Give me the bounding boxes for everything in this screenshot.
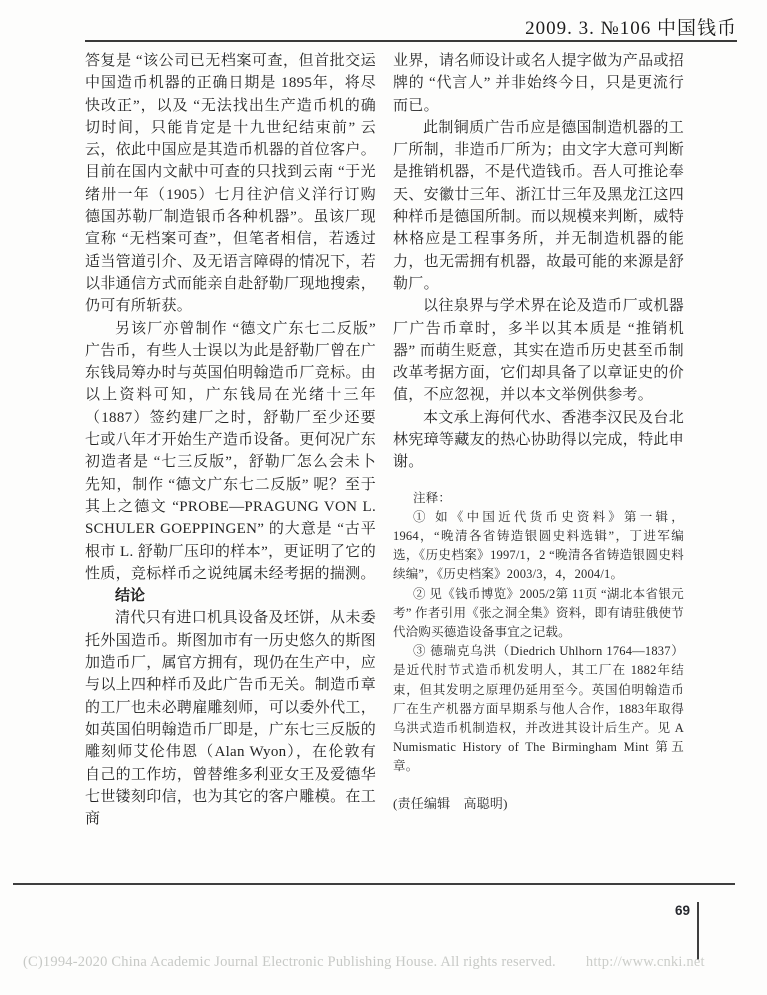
conclusion-heading: 结论: [115, 588, 146, 605]
footnotes-label: 注释：: [413, 490, 452, 505]
page-number: 69: [674, 903, 690, 918]
cnki-watermark: [23, 954, 747, 971]
footnote-item: ② 见《钱币博览》2005/2第 11页 “湖北本省银元考” 作者引用《张之洞全集》资料，即有请驻俄使节代洽购买德造设备事宜之记载。: [393, 586, 684, 640]
paragraph: 本文承上海何代水、香港李汉民及台北林宪璋等藏友的热心协助得以完成，特此申谢。: [393, 409, 684, 471]
header-rule: [85, 40, 737, 42]
footnote-item: ③ 德瑞克乌洪（Diedrich Uhlhorn 1764—1837）是近代肘节式造币机发明人，其工厂在 1882年结束，但其发明之原理仍延用至今。英国伯明翰造币厂在生产机器方面早期系与他人合作，1883年取得乌洪式造币机制造权，并改进其设计后生产。见 A Numismatic History of The Birmingham Mint 第五章。: [393, 644, 684, 774]
paragraph: 另该厂亦曾制作 “德文广东七二反版” 广告币，有些人士误以为此是舒勒厂曾在广东钱局筹办时与英国伯明翰造币厂竞标。由以上资料可知，广东钱局在光绪十三年（1887）签约建厂之时，舒勒厂至少还要七或八年才开始生产造币设备。更何况广东初造者是 “七三反版”，舒勒厂怎么会未卜先知，制作 “德文广东七二反版” 呢？至于其上之德文 “PROBE—PRAGUNG VON L. SCHULER GOEPPINGEN” 的大意是 “古平根市 L. 舒勒厂压印的样本”，更证明了它的性质，竞标样币之说纯属未经考据的揣测。: [85, 320, 376, 582]
footnote-item: ① 如《中国近代货币史资料》第一辑，1964，“晚清各省铸造银圆史料选辑”，丁进军编选，《历史档案》1997/1，2 “晚清各省铸造银圆史料续编”，《历史档案》2003/3，4，2004/1。: [393, 509, 684, 582]
bottom-rule: [13, 883, 735, 885]
cnki-url: http://www.cnki.net: [585, 954, 705, 970]
journal-header: 2009. 3. №106 中国钱币: [525, 18, 737, 39]
responsible-editor-line: (责任编辑 高聪明): [393, 795, 508, 811]
paragraph: 以往泉界与学术界在论及造币厂或机器厂广告币章时，多半以其本质是 “推销机器” 而萌生贬意，其实在造币历史甚至币制改革考据方面，它们却具备了以章证史的价值，不应忽视，并以本文举例供参考。: [393, 298, 684, 404]
copyright-text: (C)1994-2020 China Academic Journal Electronic Publishing House. All rights reserved.: [23, 954, 556, 970]
paragraph: 答复是 “该公司已无档案可查，但首批交运中国造币机器的正确日期是 1895年，将尽快改正”，以及 “无法找出生产造币机的确切时间，只能肯定是十九世纪结束前” 云云，依此中国应是其造币机器的首位客户。目前在国内文献中可查的只找到云南 “于光绪卅一年（1905）七月往沪信义洋行订购德国苏勒厂制造银币各种机器”。虽该厂现宣称 “无档案可查”，但笔者相信，若透过适当管道引介、及无语言障碍的情况下，若以非通信方式而能亲自赴舒勒厂现地搜索，仍可有所斩获。: [85, 53, 376, 315]
article-body: [85, 50, 684, 830]
left-column: [85, 50, 376, 830]
paragraph: 此制铜质广告币应是德国制造机器的工厂所制，非造币厂所为；由文字大意可判断是推销机器，不是代造钱币。吾人可推论奉天、安徽廿三年、浙江廿三年及黑龙江这四种样币是德国所制。而以规模来判断，威特林格应是工程事务所，并无制造机器的能力，也无需拥有机器，故最可能的来源是舒勒厂。: [393, 119, 684, 292]
paragraph: 业界，请名师设计或名人提字做为产品或招牌的 “代言人” 并非始终今日，只是更流行而已。: [393, 53, 684, 114]
paragraph: 清代只有进口机具设备及坯饼，从未委托外国造币。斯图加市有一历史悠久的斯图加造币厂，属官方拥有，现仍在生产中，应与以上四种样币及此广告币无关。制造币章的工厂也未必聘雇雕刻师，可以委外代工，如英国伯明翰造币厂即是，广东七三反版的雕刻师艾伦伟恩（Alan Wyon），在伦敦有自己的工作坊，曾替维多利亚女王及爱德华七世镂刻印信，也为其它的客户雕模。在工商: [85, 610, 376, 828]
page-number-rule: [697, 902, 699, 960]
right-column: [393, 50, 684, 830]
footnotes-section: [393, 489, 684, 813]
